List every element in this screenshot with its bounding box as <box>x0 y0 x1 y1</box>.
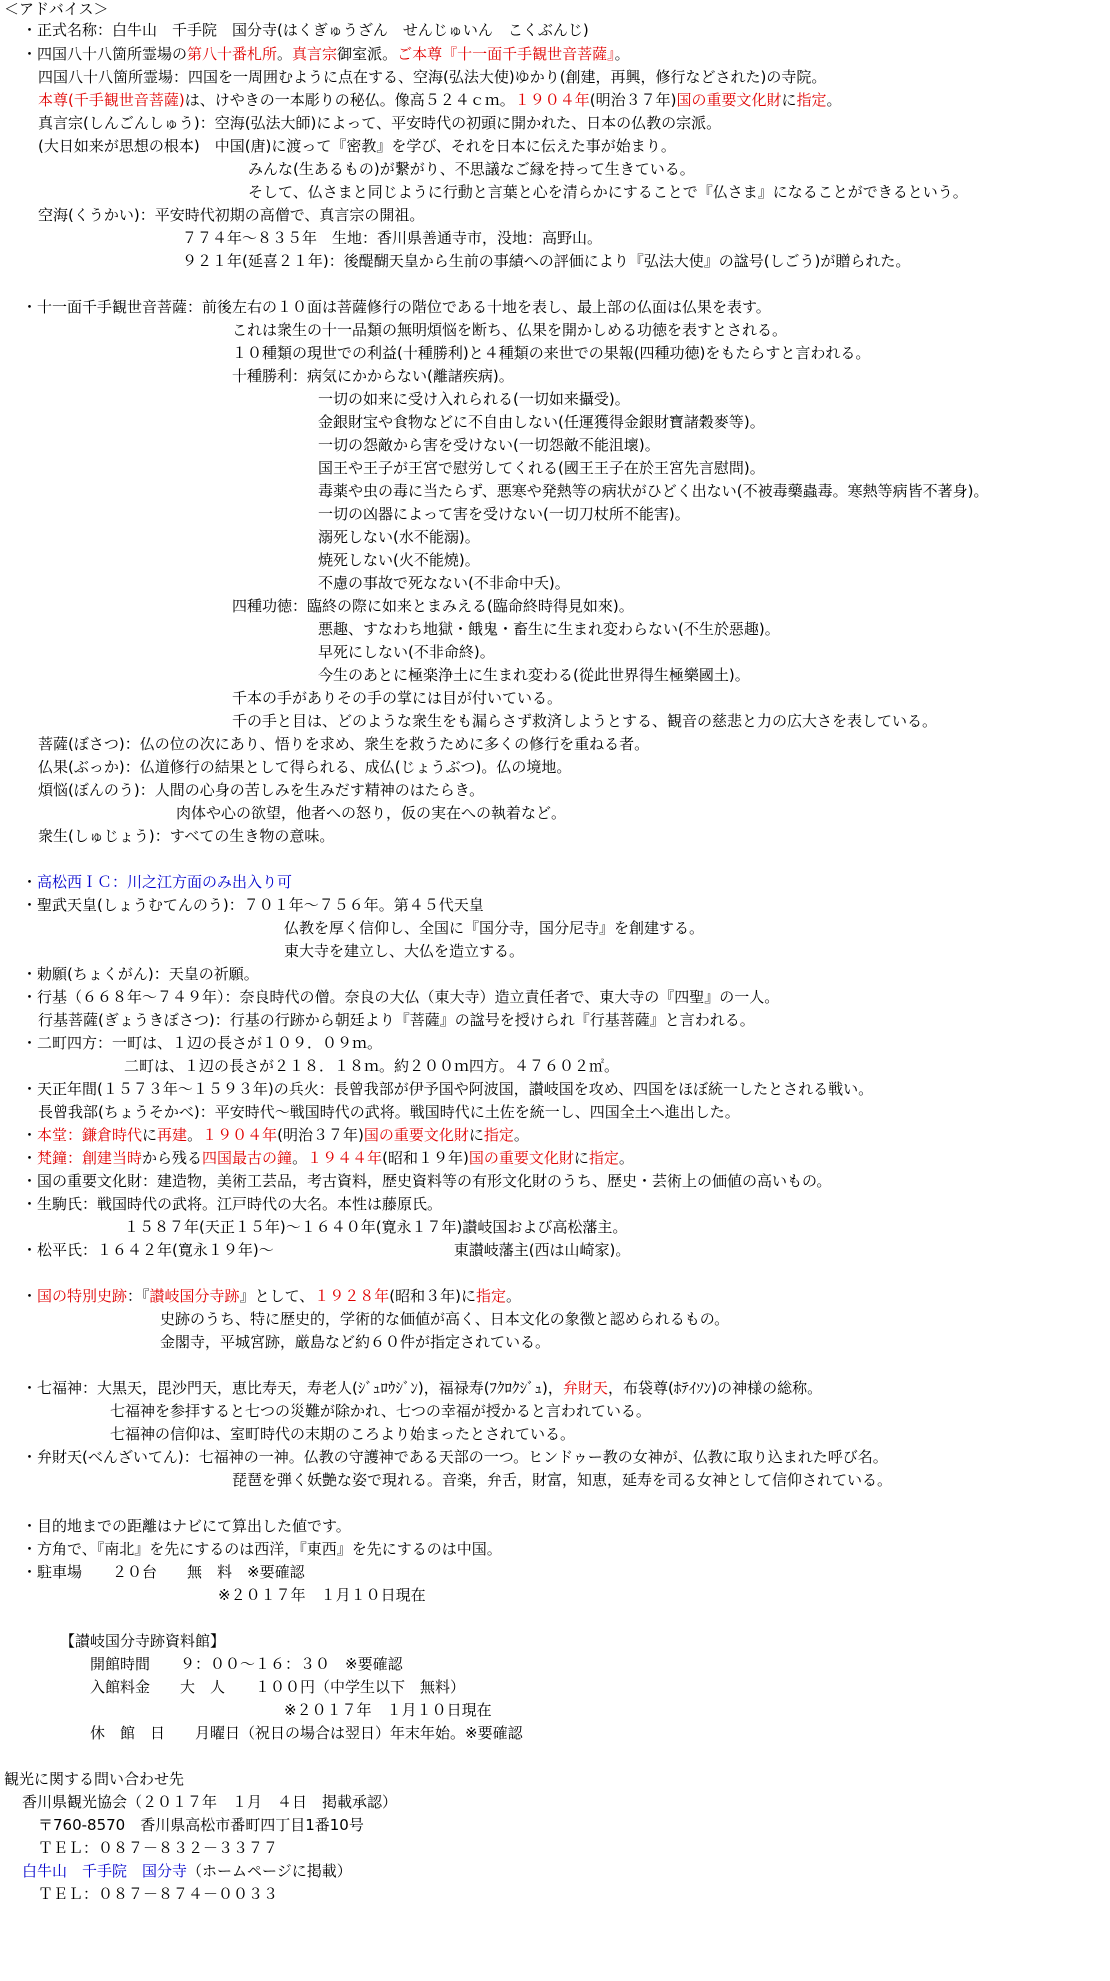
document-line <box>318 527 480 547</box>
line-text: ７７４年～８３５年 生地：香川県善通寺市，没地：高野山。 <box>182 229 603 247</box>
document-line <box>318 504 690 524</box>
document-line <box>38 1102 740 1122</box>
line-text: ・四国八十八箇所霊場の <box>22 45 188 63</box>
line-text: 一切の如来に受け入れられる(一切如来攝受)。 <box>318 390 630 408</box>
line-text: 今生のあとに極楽浄土に生まれ変わる(從此世界得生極樂國土)。 <box>318 666 750 684</box>
line-text: 休 館 日 月曜日（祝日の場合は翌日）年末年始。※要確認 <box>90 1724 523 1742</box>
document-line <box>232 688 562 708</box>
line-text: ９２１年(延喜２１年)：後醍醐天皇から生前の事績への評価により『弘法大使』の諡号(しごう)が贈られた。 <box>182 252 911 270</box>
line-text: に <box>781 91 797 109</box>
line-text: 千本の手がありその手の掌には目が付いている。 <box>232 689 563 707</box>
document-line <box>284 941 524 961</box>
document-line <box>22 1286 521 1306</box>
highlight-red-text: 国の重要文化財 <box>363 1126 469 1144</box>
document-line <box>38 1884 278 1904</box>
highlight-red-text: １９４４年 <box>307 1149 383 1167</box>
line-text: １５８７年(天正１５年)～１６４０年(寛永１７年)讃岐国および高松藩主。 <box>124 1218 628 1236</box>
highlight-red-text: 弁財天 <box>562 1379 608 1397</box>
line-text: 空海(くうかい)：平安時代初期の高僧で、真言宗の開祖。 <box>38 206 425 224</box>
line-text: 仏果(ぶっか)：仏道修行の結果として得られる、成仏(じょうぶつ)。仏の境地。 <box>38 758 572 776</box>
line-text: ・目的地までの距離はナビにて算出した値です。 <box>22 1517 351 1535</box>
document-line <box>318 619 780 639</box>
line-text: ・聖武天皇(しょうむてんのう)：７０１年～７５６年。第４５代天皇 <box>22 896 484 914</box>
line-text: ・ <box>22 1126 38 1144</box>
document-line <box>38 90 842 110</box>
line-text: に <box>468 1126 484 1144</box>
highlight-red-text: 真言宗 <box>292 45 338 63</box>
highlight-red-text: 本堂：鎌倉時代 <box>37 1126 143 1144</box>
document-line <box>318 642 495 662</box>
line-text: 千の手と目は、どのような衆生をも漏らさず救済しようとする、観音の慈悲と力の広大さを表している。 <box>232 712 938 730</box>
document-line <box>38 67 826 87</box>
line-text: ・行基（６６８年～７４９年）：奈良時代の僧。奈良の大仏（東大寺）造立責任者で、東大寺の『四聖』の一人。 <box>22 988 780 1006</box>
document-line <box>22 1447 888 1467</box>
line-text: (明治３７年) <box>277 1126 364 1144</box>
line-text: ，布袋尊(ﾎﾃｲｿﾝ)の神様の総称。 <box>607 1379 823 1397</box>
document-line <box>38 136 676 156</box>
line-text: 開館時間 ９：００～１６：３０ ※要確認 <box>90 1655 403 1673</box>
document-line <box>90 1654 403 1674</box>
document-line <box>248 159 695 179</box>
line-text: ・二町四方：一町は、１辺の長さが１０９．０９ｍ。 <box>22 1034 383 1052</box>
line-text: ＴＥＬ：０８７－８７４－００３３ <box>38 1885 279 1903</box>
highlight-red-text: １９０４年 <box>202 1126 278 1144</box>
line-text: 七福神を参拝すると七つの災難が除かれ、七つの幸福が授かると言われている。 <box>110 1402 651 1420</box>
line-text: 毒薬や虫の毒に当たらず、悪寒や発熱等の病状がひどく出ない(不被毒藥蟲毒。寒熱等病皆不著身)。 <box>318 482 989 500</box>
line-text: 史跡のうち、特に歴史的，学術的な価値が高く、日本文化の象徴と認められるもの。 <box>160 1310 730 1328</box>
document-line <box>22 1194 442 1214</box>
document-line <box>232 343 870 363</box>
highlight-red-text: １９２８年 <box>314 1287 390 1305</box>
line-text: 〒760-8570 香川県高松市番町四丁目1番10号 <box>38 1816 364 1834</box>
line-text: 四種功徳：臨終の際に如来とまみえる(臨命終時得見如來)。 <box>232 597 634 615</box>
line-text: (明治３７年) <box>589 91 677 109</box>
line-text: 焼死しない(火不能燒)。 <box>318 551 480 569</box>
line-text: は、けやきの一本彫りの秘仏。像高５２４ｃｍ。 <box>184 91 515 109</box>
document-line <box>22 20 589 40</box>
document-line <box>318 481 989 501</box>
line-text: 入館料金 大 人 １００円（中学生以下 無料） <box>90 1678 466 1696</box>
line-text: 煩悩(ぼんのう)：人間の心身の苦しみを生みだす精神のはたらき。 <box>38 781 485 799</box>
line-text: ・ <box>22 1287 38 1305</box>
line-text: (昭和１９年) <box>382 1149 469 1167</box>
highlight-red-text: 梵鐘：創建当時 <box>37 1149 143 1167</box>
highlight-red-text: 国の特別史跡 <box>37 1287 128 1305</box>
document-line <box>318 458 765 478</box>
line-text: ※２０１７年 １月１０日現在 <box>284 1701 492 1719</box>
line-text: 観光に関する問い合わせ先 <box>4 1770 185 1788</box>
line-text: ・生駒氏：戦国時代の武将。江戸時代の大名。本性は藤原氏。 <box>22 1195 443 1213</box>
document-line <box>160 1309 729 1329</box>
line-text: ・七福神：大黒天，毘沙門天，恵比寿天，寿老人(ｼﾞｭﾛｳｼﾞﾝ)，福禄寿(ﾌｸﾛｸｼﾞｭ)， <box>22 1379 563 1397</box>
line-text: から残る <box>142 1149 203 1167</box>
line-text: 金閣寺，平城宮跡，厳島など約６０件が指定されている。 <box>160 1333 551 1351</box>
document-line <box>318 389 630 409</box>
line-text: （ホームページに掲載） <box>187 1862 352 1880</box>
line-text: 十種勝利：病気にかからない(離諸疾病)。 <box>232 367 514 385</box>
document-line <box>60 1631 225 1651</box>
document-line <box>318 550 480 570</box>
document-line <box>22 1378 822 1398</box>
line-text: 早死にしない(不非命終)。 <box>318 643 495 661</box>
document-line <box>22 1516 351 1536</box>
line-text: に <box>573 1149 589 1167</box>
line-text: 不慮の事故で死なない(不非命中夭)。 <box>318 574 570 592</box>
line-text: 真言宗(しんごんしゅう)：空海(弘法大師)によって、平安時代の初頭に開かれた、日本の仏教の宗派。 <box>38 114 722 132</box>
highlight-red-text: 再建 <box>157 1126 188 1144</box>
line-text: に <box>142 1126 158 1144</box>
document-line <box>22 895 484 915</box>
line-text: 行基菩薩(ぎょうきぼさつ)：行基の行跡から朝廷より『菩薩』の諡号を授けられ『行基菩薩』と言われる。 <box>38 1011 755 1029</box>
line-text: ・方角で、『南北』を先にするのは西洋，『東西』を先にするのは中国。 <box>22 1540 502 1558</box>
line-text: みんな(生あるもの)が繋がり、不思議なご縁を持って生きている。 <box>248 160 695 178</box>
line-text: 一切の凶器によって害を受けない(一切刀杖所不能害)。 <box>318 505 690 523</box>
highlight-red-text: 指定 <box>476 1287 507 1305</box>
line-text: 。 <box>614 45 630 63</box>
line-text: ・天正年間(１５７３年～１５９３年)の兵火：長曾我部が伊予国や阿波国，讃岐国を攻め、四国をほぼ統一したとされる戦い。 <box>22 1080 874 1098</box>
document-line <box>38 757 571 777</box>
line-text: (大日如来が思想の根本) 中国(唐)に渡って『密教』を学び、それを日本に伝えた事が始まり。 <box>38 137 676 155</box>
document-line <box>318 573 570 593</box>
document-line <box>232 596 634 616</box>
document-line <box>124 1217 627 1237</box>
line-text: ＴＥＬ：０８７－８３２－３３７７ <box>38 1839 279 1857</box>
document-line <box>232 711 937 731</box>
highlight-red-text: 指定 <box>483 1126 514 1144</box>
line-text: 金銀財宝や食物などに不自由しない(任運獲得金銀財寶諸穀麥等)。 <box>318 413 765 431</box>
document-line <box>218 1585 426 1605</box>
document-line <box>38 734 649 754</box>
document-line <box>110 1424 575 1444</box>
document-line <box>232 366 514 386</box>
document-line <box>318 412 765 432</box>
highlight-red-text: ご本尊『十一面千手観世音菩薩』 <box>397 45 615 63</box>
document-line <box>22 1240 630 1260</box>
document-line <box>248 182 968 202</box>
line-text: 長曾我部(ちょうそかべ)：平安時代～戦国時代の武将。戦国時代に土佐を統一し、四国全土へ進出した。 <box>38 1103 740 1121</box>
line-text: 国王や王子が王宮で慰労してくれる(國王王子在於王宮先言慰問)。 <box>318 459 765 477</box>
document-line <box>182 228 602 248</box>
line-text: 御室派。 <box>337 45 398 63</box>
highlight-red-text: 第八十番札所 <box>187 45 278 63</box>
document-line <box>22 1861 352 1881</box>
highlight-red-text: 国の重要文化財 <box>468 1149 574 1167</box>
highlight-red-text: 讃岐国分寺跡 <box>149 1287 240 1305</box>
document-line <box>38 1838 278 1858</box>
line-text: 。 <box>187 1126 203 1144</box>
document-line <box>22 964 259 984</box>
document-line <box>38 1010 755 1030</box>
document-line <box>284 1700 492 1720</box>
document-line <box>38 826 334 846</box>
document-line <box>22 44 630 64</box>
line-text: ・勅願(ちょくがん)：天皇の祈願。 <box>22 965 259 983</box>
highlight-red-text: 指定 <box>588 1149 619 1167</box>
line-text: 東大寺を建立し、大仏を造立する。 <box>284 942 525 960</box>
line-text: 仏教を厚く信仰し、全国に『国分寺，国分尼寺』を創建する。 <box>284 919 705 937</box>
line-text: 衆生(しゅじょう)：すべての生き物の意味。 <box>38 827 335 845</box>
highlight-red-text: 本尊(千手観世音菩薩) <box>38 91 185 109</box>
line-text: ・国の重要文化財：建造物，美術工芸品，考古資料，歴史資料等の有形文化財のうち、歴史・芸術上の価値の高いもの。 <box>22 1172 832 1190</box>
highlight-blue-text: 白牛山 千手院 国分寺 <box>22 1862 188 1880</box>
document-line <box>22 1562 305 1582</box>
line-text: (昭和３年)に <box>389 1287 476 1305</box>
document-line <box>232 320 787 340</box>
document-line <box>22 1148 634 1168</box>
document-line <box>110 1401 651 1421</box>
line-text: ・正式名称：白牛山 千手院 国分寺(はくぎゅうざん せんじゅいん こくぶんじ) <box>22 21 589 39</box>
line-text: ・弁財天(べんざいてん)：七福神の一神。仏教の守護神である天部の一つ。ヒンドゥー教の女神が、仏教に取り込まれた呼び名。 <box>22 1448 888 1466</box>
line-text: 。 <box>826 91 842 109</box>
line-text: 七福神の信仰は、室町時代の末期のころより始まったとされている。 <box>110 1425 576 1443</box>
line-text: 四国八十八箇所霊場：四国を一周囲むように点在する、空海(弘法大使)ゆかり(創建，再興，修行などされた)の寺院。 <box>38 68 827 86</box>
line-text: 肉体や心の欲望，他者への怒り，仮の実在への執着など。 <box>176 804 567 822</box>
document-line <box>90 1677 465 1697</box>
line-text: 。 <box>506 1287 522 1305</box>
line-text: ・松平氏：１６４２年(寛永１９年)～ 東讃岐藩主(西は山崎家)。 <box>22 1241 631 1259</box>
document-line <box>38 113 721 133</box>
line-text: これは衆生の十一品類の無明煩悩を断ち、仏果を開かしめる功徳を表すとされる。 <box>232 321 788 339</box>
document-line <box>284 918 704 938</box>
highlight-red-text: 国の重要文化財 <box>676 91 782 109</box>
line-text: ：『 <box>127 1287 150 1305</box>
advice-header: ＜アドバイス＞ <box>4 0 109 18</box>
line-text: 溺死しない(水不能溺)。 <box>318 528 480 546</box>
document-line <box>90 1723 523 1743</box>
highlight-red-text: 四国最古の鐘 <box>202 1149 293 1167</box>
line-text: １０種類の現世での利益(十種勝利)と４種類の来世での果報(四種功徳)をもたらすと言われる。 <box>232 344 871 362</box>
document-line <box>318 665 750 685</box>
document-line <box>124 1056 619 1076</box>
line-text: 悪趣、すなわち地獄・餓鬼・畜生に生まれ変わらない(不生於惡趣)。 <box>318 620 780 638</box>
document-line <box>176 803 566 823</box>
document-line <box>232 1470 892 1490</box>
line-text: 二町は、１辺の長さが２１８．１８ｍ。約２００ｍ四方。４７６０２㎡。 <box>124 1057 620 1075</box>
document-line <box>22 1171 831 1191</box>
document-line <box>318 435 660 455</box>
line-text: そして、仏さまと同じように行動と言葉と心を清らかにすることで『仏さま』になることができるという。 <box>248 183 968 201</box>
document-line <box>4 1769 184 1789</box>
highlight-blue-text: 高松西ＩＣ：川之江方面のみ出入り可 <box>37 873 293 891</box>
line-text: 』として、 <box>239 1287 315 1305</box>
document-line <box>22 872 292 892</box>
line-text: 。 <box>618 1149 634 1167</box>
line-text: ・ <box>22 873 38 891</box>
line-text: ※２０１７年 １月１０日現在 <box>218 1586 426 1604</box>
document-line <box>182 251 910 271</box>
document-line <box>22 1033 382 1053</box>
highlight-red-text: １９０４年 <box>514 91 590 109</box>
highlight-red-text: 指定 <box>796 91 827 109</box>
document-line <box>22 987 779 1007</box>
document-line <box>38 205 424 225</box>
line-text: 一切の怨敵から害を受けない(一切怨敵不能沮壞)。 <box>318 436 660 454</box>
line-text: ・ <box>22 1149 38 1167</box>
document-line <box>22 1539 502 1559</box>
line-text: 【讃岐国分寺跡資料館】 <box>60 1632 226 1650</box>
document-line <box>160 1332 550 1352</box>
document-line <box>22 1079 873 1099</box>
document-line <box>22 1792 397 1812</box>
line-text: 香川県観光協会（２０１７年 １月 ４日 掲載承認） <box>22 1793 398 1811</box>
line-text: ・十一面千手観世音菩薩：前後左右の１０面は菩薩修行の階位である十地を表し、最上部の仏面は仏果を表す。 <box>22 298 771 316</box>
document-line <box>38 1815 364 1835</box>
document-line <box>22 1125 529 1145</box>
document-line <box>22 297 771 317</box>
line-text: 。 <box>292 1149 308 1167</box>
line-text: 菩薩(ぼさつ)：仏の位の次にあり、悟りを求め、衆生を救うために多くの修行を重ねる者。 <box>38 735 650 753</box>
line-text: 。 <box>513 1126 529 1144</box>
line-text: ・駐車場 ２０台 無 料 ※要確認 <box>22 1563 305 1581</box>
line-text: 。 <box>277 45 293 63</box>
document-line <box>38 780 484 800</box>
line-text: 琵琶を弾く妖艶な姿で現れる。音楽，弁舌，財富，知恵，延寿を司る女神として信仰されている。 <box>232 1471 893 1489</box>
